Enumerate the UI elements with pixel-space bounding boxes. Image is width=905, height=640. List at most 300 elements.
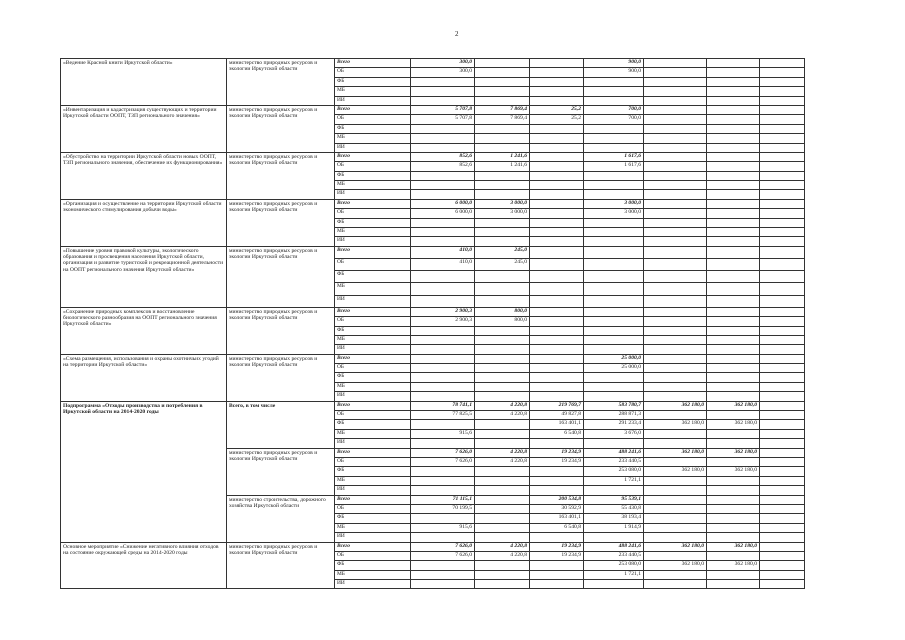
funding-source: ОБ bbox=[335, 458, 411, 467]
amount-cell: 3 000,0 bbox=[475, 209, 530, 218]
amount-cell bbox=[475, 87, 530, 96]
amount-cell bbox=[475, 561, 530, 570]
amount-cell bbox=[644, 87, 707, 96]
amount-cell: 4 220,8 bbox=[475, 542, 530, 551]
amount-cell: 7 626,0 bbox=[411, 542, 475, 551]
amount-cell bbox=[760, 458, 805, 467]
amount-cell bbox=[530, 283, 584, 295]
amount-cell bbox=[475, 68, 530, 77]
amount-cell: 2 900,3 bbox=[411, 317, 475, 326]
amount-cell bbox=[475, 77, 530, 86]
amount-cell bbox=[760, 209, 805, 218]
amount-cell bbox=[707, 162, 760, 171]
amount-cell bbox=[644, 124, 707, 133]
amount-cell bbox=[530, 373, 584, 382]
amount-cell bbox=[644, 354, 707, 363]
amount-cell bbox=[644, 295, 707, 307]
amount-cell bbox=[584, 326, 644, 335]
table-row bbox=[61, 152, 805, 161]
amount-cell bbox=[411, 335, 475, 344]
amount-cell bbox=[530, 209, 584, 218]
amount-cell bbox=[584, 373, 644, 382]
amount-cell bbox=[707, 259, 760, 271]
amount-cell bbox=[760, 373, 805, 382]
amount-cell: 78 741,1 bbox=[411, 401, 475, 410]
amount-cell bbox=[530, 199, 584, 208]
amount-cell bbox=[530, 271, 584, 283]
amount-cell bbox=[411, 143, 475, 152]
amount-cell bbox=[707, 115, 760, 124]
funding-source: ФБ bbox=[335, 326, 411, 335]
amount-cell: 362 180,0 bbox=[644, 542, 707, 551]
amount-cell bbox=[707, 228, 760, 237]
amount-cell bbox=[644, 570, 707, 579]
amount-cell bbox=[530, 295, 584, 307]
amount-cell bbox=[760, 237, 805, 246]
amount-cell bbox=[707, 246, 760, 258]
amount-cell bbox=[411, 533, 475, 542]
amount-cell: 25 000,0 bbox=[584, 364, 644, 373]
amount-cell bbox=[707, 429, 760, 438]
amount-cell bbox=[411, 345, 475, 354]
amount-cell bbox=[475, 124, 530, 133]
amount-cell bbox=[584, 392, 644, 401]
amount-cell bbox=[707, 580, 760, 589]
amount-cell bbox=[644, 246, 707, 258]
amount-cell bbox=[475, 134, 530, 143]
amount-cell bbox=[475, 295, 530, 307]
amount-cell bbox=[644, 335, 707, 344]
amount-cell bbox=[644, 439, 707, 448]
amount-cell: 362 180,0 bbox=[707, 448, 760, 457]
amount-cell: 1 721,1 bbox=[584, 570, 644, 579]
funding-source: Всего bbox=[335, 448, 411, 457]
amount-cell bbox=[707, 495, 760, 504]
amount-cell bbox=[760, 96, 805, 105]
amount-cell bbox=[760, 218, 805, 227]
measure-title: Подпрограмма «Отходы производства и потребления в Иркутской области на 2014-2020 годы bbox=[61, 401, 227, 542]
executor-cell: министерство природных ресурсов и экологии Иркутской области bbox=[227, 448, 335, 495]
amount-cell: 288 871,3 bbox=[584, 411, 644, 420]
amount-cell bbox=[530, 218, 584, 227]
amount-cell bbox=[644, 551, 707, 560]
amount-cell: 3 000,0 bbox=[475, 199, 530, 208]
amount-cell bbox=[644, 580, 707, 589]
amount-cell bbox=[760, 364, 805, 373]
amount-cell: 253 080,0 bbox=[584, 467, 644, 476]
amount-cell bbox=[707, 523, 760, 532]
amount-cell bbox=[760, 514, 805, 523]
funding-source: ИИ bbox=[335, 96, 411, 105]
amount-cell bbox=[760, 283, 805, 295]
amount-cell bbox=[411, 190, 475, 199]
amount-cell bbox=[760, 495, 805, 504]
amount-cell: 4 220,8 bbox=[475, 448, 530, 457]
amount-cell: 7 626,0 bbox=[411, 458, 475, 467]
amount-cell bbox=[707, 533, 760, 542]
funding-source: ИИ bbox=[335, 392, 411, 401]
funding-source: МБ bbox=[335, 476, 411, 485]
amount-cell: 19 234,9 bbox=[530, 448, 584, 457]
funding-source: ИИ bbox=[335, 439, 411, 448]
amount-cell bbox=[584, 171, 644, 180]
amount-cell bbox=[530, 392, 584, 401]
measure-title: «Обустройство на территории Иркутской области новых ООПТ, ТЗП регионального значения, обеспечение их функционирования» bbox=[61, 152, 227, 199]
funding-source: МБ bbox=[335, 181, 411, 190]
amount-cell: 245,0 bbox=[475, 259, 530, 271]
amount-cell bbox=[530, 59, 584, 68]
amount-cell bbox=[644, 523, 707, 532]
measure-title: «Сохранение природных комплексов и восстановление биологического разнообразия на ООПТ регионального значения Иркутской области» bbox=[61, 307, 227, 354]
amount-cell bbox=[584, 533, 644, 542]
amount-cell bbox=[644, 152, 707, 161]
amount-cell bbox=[475, 467, 530, 476]
amount-cell bbox=[760, 307, 805, 316]
amount-cell bbox=[530, 124, 584, 133]
amount-cell bbox=[530, 152, 584, 161]
amount-cell bbox=[530, 570, 584, 579]
amount-cell bbox=[530, 246, 584, 258]
funding-source: ОБ bbox=[335, 209, 411, 218]
amount-cell: 25,2 bbox=[530, 115, 584, 124]
amount-cell bbox=[760, 259, 805, 271]
amount-cell bbox=[584, 181, 644, 190]
amount-cell bbox=[584, 259, 644, 271]
amount-cell bbox=[530, 307, 584, 316]
executor-cell: Всего, в том числе bbox=[227, 401, 335, 448]
amount-cell: 25 000,0 bbox=[584, 354, 644, 363]
amount-cell bbox=[760, 199, 805, 208]
amount-cell bbox=[760, 171, 805, 180]
amount-cell bbox=[411, 77, 475, 86]
amount-cell bbox=[530, 77, 584, 86]
funding-source: ИИ bbox=[335, 143, 411, 152]
amount-cell: 362 180,0 bbox=[644, 420, 707, 429]
funding-source: ИИ bbox=[335, 295, 411, 307]
amount-cell bbox=[644, 476, 707, 485]
funding-source: Всего bbox=[335, 246, 411, 258]
funding-source: МБ bbox=[335, 429, 411, 438]
amount-cell bbox=[760, 523, 805, 532]
amount-cell bbox=[707, 68, 760, 77]
amount-cell bbox=[644, 504, 707, 513]
amount-cell: 55 430,8 bbox=[584, 504, 644, 513]
amount-cell bbox=[707, 105, 760, 114]
amount-cell bbox=[760, 152, 805, 161]
amount-cell bbox=[760, 190, 805, 199]
amount-cell bbox=[475, 392, 530, 401]
amount-cell: 25,2 bbox=[530, 105, 584, 114]
amount-cell bbox=[644, 283, 707, 295]
amount-cell bbox=[707, 171, 760, 180]
amount-cell: 3 000,0 bbox=[584, 199, 644, 208]
amount-cell bbox=[760, 115, 805, 124]
amount-cell: 362 180,0 bbox=[707, 420, 760, 429]
amount-cell bbox=[530, 533, 584, 542]
amount-cell: 3 000,0 bbox=[584, 209, 644, 218]
amount-cell bbox=[644, 134, 707, 143]
amount-cell bbox=[644, 68, 707, 77]
amount-cell: 362 180,0 bbox=[644, 401, 707, 410]
amount-cell: 4 220,8 bbox=[475, 411, 530, 420]
amount-cell bbox=[475, 580, 530, 589]
amount-cell: 362 180,0 bbox=[707, 561, 760, 570]
amount-cell bbox=[760, 504, 805, 513]
amount-cell bbox=[707, 87, 760, 96]
amount-cell bbox=[530, 96, 584, 105]
amount-cell bbox=[644, 429, 707, 438]
amount-cell bbox=[760, 392, 805, 401]
amount-cell: 6 540,8 bbox=[530, 429, 584, 438]
amount-cell bbox=[760, 382, 805, 391]
amount-cell bbox=[584, 271, 644, 283]
amount-cell bbox=[475, 364, 530, 373]
funding-source: ФБ bbox=[335, 420, 411, 429]
amount-cell bbox=[707, 96, 760, 105]
amount-cell bbox=[530, 476, 584, 485]
funding-source: ИИ bbox=[335, 345, 411, 354]
amount-cell bbox=[760, 401, 805, 410]
amount-cell bbox=[411, 364, 475, 373]
funding-source: ИИ bbox=[335, 190, 411, 199]
executor-cell: министерство природных ресурсов и экологии Иркутской области bbox=[227, 152, 335, 199]
amount-cell bbox=[411, 354, 475, 363]
funding-source: Всего bbox=[335, 495, 411, 504]
amount-cell: 19 234,9 bbox=[530, 542, 584, 551]
amount-cell bbox=[707, 411, 760, 420]
amount-cell bbox=[760, 317, 805, 326]
amount-cell bbox=[411, 271, 475, 283]
amount-cell bbox=[411, 570, 475, 579]
amount-cell bbox=[584, 345, 644, 354]
table-row bbox=[61, 542, 805, 551]
amount-cell bbox=[760, 476, 805, 485]
amount-cell bbox=[530, 486, 584, 495]
amount-cell: 1 241,6 bbox=[475, 152, 530, 161]
amount-cell bbox=[530, 68, 584, 77]
amount-cell bbox=[644, 209, 707, 218]
amount-cell bbox=[475, 228, 530, 237]
amount-cell bbox=[760, 551, 805, 560]
amount-cell bbox=[644, 364, 707, 373]
amount-cell bbox=[530, 181, 584, 190]
amount-cell bbox=[707, 271, 760, 283]
amount-cell bbox=[644, 345, 707, 354]
amount-cell bbox=[411, 218, 475, 227]
amount-cell bbox=[707, 237, 760, 246]
amount-cell bbox=[475, 326, 530, 335]
amount-cell bbox=[707, 218, 760, 227]
amount-cell bbox=[760, 87, 805, 96]
amount-cell bbox=[760, 345, 805, 354]
amount-cell bbox=[644, 495, 707, 504]
amount-cell: 163 401,1 bbox=[530, 514, 584, 523]
amount-cell bbox=[411, 561, 475, 570]
funding-source: Всего bbox=[335, 59, 411, 68]
amount-cell bbox=[584, 317, 644, 326]
amount-cell bbox=[475, 420, 530, 429]
budget-table bbox=[60, 58, 805, 589]
amount-cell bbox=[707, 59, 760, 68]
amount-cell bbox=[411, 392, 475, 401]
amount-cell bbox=[644, 190, 707, 199]
funding-source: ИИ bbox=[335, 533, 411, 542]
amount-cell bbox=[644, 143, 707, 152]
amount-cell bbox=[411, 486, 475, 495]
amount-cell: 852,6 bbox=[411, 152, 475, 161]
amount-cell: 7 869,4 bbox=[475, 105, 530, 114]
amount-cell bbox=[411, 326, 475, 335]
amount-cell bbox=[760, 228, 805, 237]
amount-cell bbox=[707, 382, 760, 391]
amount-cell bbox=[475, 171, 530, 180]
amount-cell bbox=[530, 354, 584, 363]
amount-cell bbox=[411, 134, 475, 143]
amount-cell bbox=[760, 124, 805, 133]
amount-cell: 362 180,0 bbox=[644, 467, 707, 476]
funding-source: ИИ bbox=[335, 486, 411, 495]
table-row bbox=[61, 246, 805, 258]
amount-cell bbox=[760, 181, 805, 190]
amount-cell: 95 539,1 bbox=[584, 495, 644, 504]
amount-cell: 362 180,0 bbox=[644, 448, 707, 457]
amount-cell: 49 827,8 bbox=[530, 411, 584, 420]
amount-cell bbox=[760, 580, 805, 589]
executor-cell: министерство природных ресурсов и экологии Иркутской области bbox=[227, 59, 335, 106]
amount-cell bbox=[707, 317, 760, 326]
amount-cell: 6 000,0 bbox=[411, 199, 475, 208]
amount-cell bbox=[707, 439, 760, 448]
amount-cell bbox=[530, 335, 584, 344]
amount-cell: 800,0 bbox=[475, 317, 530, 326]
amount-cell: 77 825,5 bbox=[411, 411, 475, 420]
amount-cell: 253 080,0 bbox=[584, 561, 644, 570]
amount-cell bbox=[411, 373, 475, 382]
funding-source: ФБ bbox=[335, 561, 411, 570]
amount-cell: 410,0 bbox=[411, 259, 475, 271]
amount-cell bbox=[760, 533, 805, 542]
amount-cell bbox=[530, 87, 584, 96]
funding-source: ОБ bbox=[335, 259, 411, 271]
amount-cell bbox=[644, 171, 707, 180]
amount-cell bbox=[584, 96, 644, 105]
amount-cell bbox=[530, 317, 584, 326]
amount-cell bbox=[707, 77, 760, 86]
amount-cell: 362 180,0 bbox=[707, 467, 760, 476]
measure-title: «Ведение Красной книги Иркутской области» bbox=[61, 59, 227, 106]
funding-source: МБ bbox=[335, 335, 411, 344]
amount-cell bbox=[644, 162, 707, 171]
amount-cell: 2 900,3 bbox=[411, 307, 475, 316]
amount-cell bbox=[475, 429, 530, 438]
funding-source: Всего bbox=[335, 307, 411, 316]
amount-cell bbox=[411, 476, 475, 485]
funding-source: ФБ bbox=[335, 467, 411, 476]
executor-cell: министерство природных ресурсов и экологии Иркутской области bbox=[227, 246, 335, 307]
amount-cell bbox=[411, 124, 475, 133]
amount-cell bbox=[760, 105, 805, 114]
amount-cell bbox=[530, 326, 584, 335]
amount-cell: 900,0 bbox=[584, 59, 644, 68]
amount-cell bbox=[707, 551, 760, 560]
amount-cell bbox=[707, 181, 760, 190]
funding-source: ИИ bbox=[335, 237, 411, 246]
measure-title: «Инвентаризация и кадастризация существующих и территории Иркутской области ООПТ, ТЗП регионального значения» bbox=[61, 105, 227, 152]
amount-cell bbox=[475, 495, 530, 504]
amount-cell: 800,0 bbox=[475, 307, 530, 316]
amount-cell bbox=[584, 87, 644, 96]
amount-cell bbox=[644, 382, 707, 391]
amount-cell bbox=[644, 307, 707, 316]
amount-cell bbox=[584, 134, 644, 143]
amount-cell bbox=[707, 514, 760, 523]
executor-cell: министерство строительства, дорожного хозяйства Иркутской области bbox=[227, 495, 335, 542]
measure-title: «Схема размещения, использования и охраны охотничьих угодий на территории Иркутской области» bbox=[61, 354, 227, 401]
table-row bbox=[61, 307, 805, 316]
amount-cell bbox=[644, 237, 707, 246]
amount-cell bbox=[475, 476, 530, 485]
funding-source: МБ bbox=[335, 134, 411, 143]
funding-source: Всего bbox=[335, 152, 411, 161]
amount-cell: 70 199,5 bbox=[411, 504, 475, 513]
funding-source: МБ bbox=[335, 87, 411, 96]
amount-cell bbox=[707, 295, 760, 307]
amount-cell bbox=[475, 143, 530, 152]
amount-cell bbox=[644, 218, 707, 227]
funding-source: ФБ bbox=[335, 514, 411, 523]
amount-cell bbox=[530, 237, 584, 246]
amount-cell: 38 193,4 bbox=[584, 514, 644, 523]
executor-cell: министерство природных ресурсов и экологии Иркутской области bbox=[227, 542, 335, 589]
amount-cell: 4 220,8 bbox=[475, 551, 530, 560]
amount-cell: 3 676,0 bbox=[584, 429, 644, 438]
amount-cell: 1 617,6 bbox=[584, 152, 644, 161]
amount-cell: 71 115,1 bbox=[411, 495, 475, 504]
amount-cell: 915,6 bbox=[411, 429, 475, 438]
amount-cell bbox=[411, 228, 475, 237]
amount-cell bbox=[530, 580, 584, 589]
amount-cell: 488 241,6 bbox=[584, 448, 644, 457]
amount-cell: 19 234,9 bbox=[530, 458, 584, 467]
amount-cell bbox=[760, 77, 805, 86]
funding-source: МБ bbox=[335, 523, 411, 532]
funding-source: МБ bbox=[335, 570, 411, 579]
amount-cell bbox=[707, 190, 760, 199]
amount-cell bbox=[707, 373, 760, 382]
amount-cell bbox=[707, 307, 760, 316]
funding-source: ОБ bbox=[335, 68, 411, 77]
amount-cell bbox=[475, 504, 530, 513]
amount-cell: 1 721,1 bbox=[584, 476, 644, 485]
executor-cell: министерство природных ресурсов и экологии Иркутской области bbox=[227, 354, 335, 401]
amount-cell bbox=[644, 486, 707, 495]
funding-source: ФБ bbox=[335, 218, 411, 227]
measure-title: Основное мероприятие «Снижение негативного влияния отходов на состояние окружающей среды на 2014-2020 годы bbox=[61, 542, 227, 589]
funding-source: ОБ bbox=[335, 504, 411, 513]
amount-cell: 6 540,8 bbox=[530, 523, 584, 532]
amount-cell bbox=[644, 514, 707, 523]
amount-cell bbox=[475, 514, 530, 523]
funding-source: МБ bbox=[335, 283, 411, 295]
amount-cell bbox=[760, 467, 805, 476]
amount-cell bbox=[475, 96, 530, 105]
amount-cell bbox=[475, 271, 530, 283]
amount-cell bbox=[475, 373, 530, 382]
table-row bbox=[61, 199, 805, 208]
executor-cell: министерство природных ресурсов и экологии Иркутской области bbox=[227, 105, 335, 152]
amount-cell bbox=[760, 561, 805, 570]
amount-cell bbox=[644, 59, 707, 68]
